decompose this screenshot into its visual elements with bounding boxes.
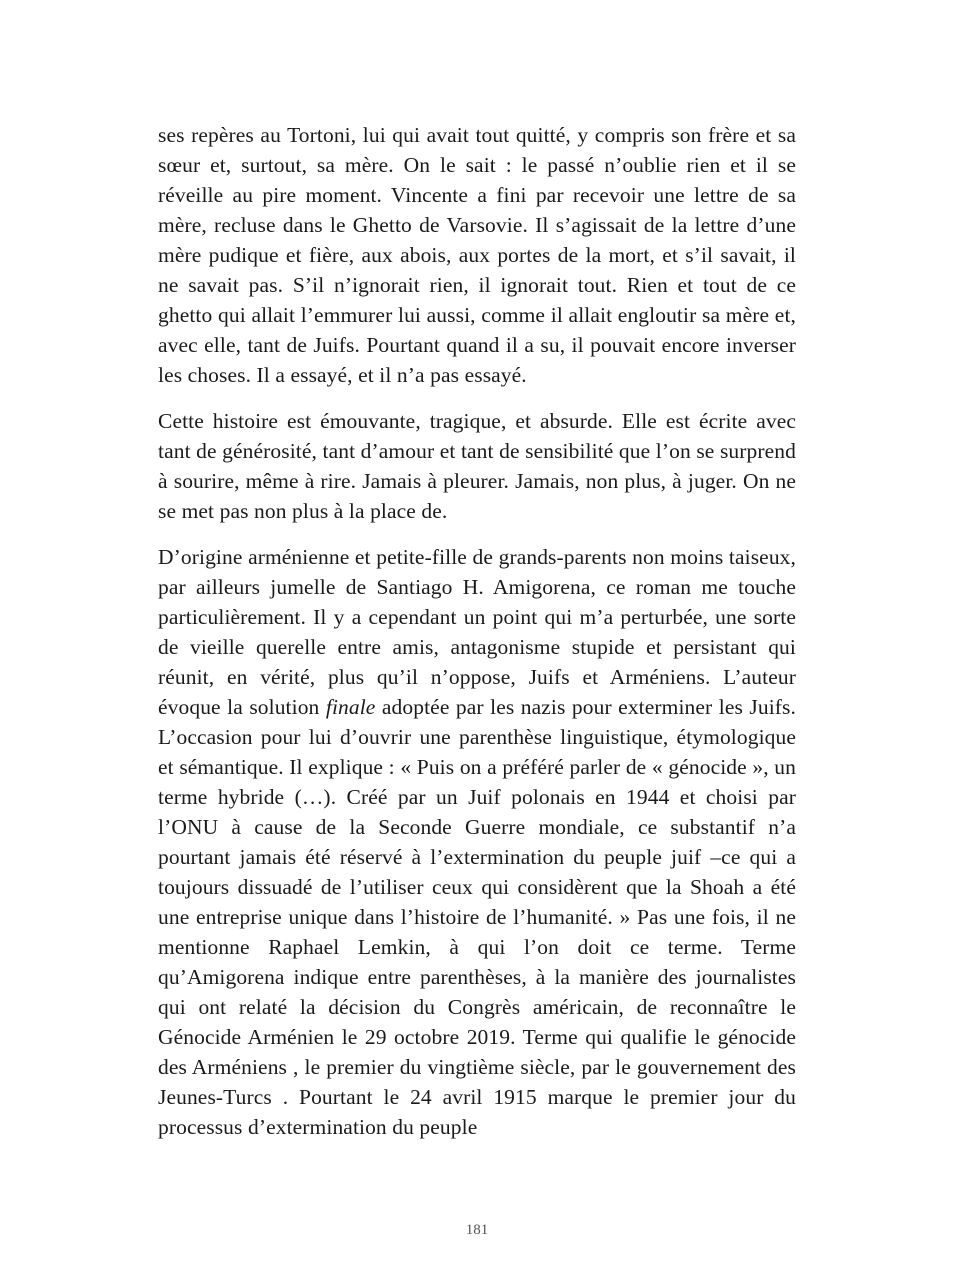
paragraph-1 — [158, 120, 796, 390]
paragraph-1-text: ses repères au Tortoni, lui qui avait tout quitté, y compris son frère et sa sœur et, surtout, sa mère. On le sait : le passé n’oublie rien et il se réveille au pire moment. Vincente a fini par recevoir une lettre de sa mère, recluse dans le Ghetto de Varsovie. Il s’agissait de la lettre d’une mère pudique et fière, aux abois, aux portes de la mort, et s’il savait, il ne savait pas. S’il n’ignorait rien, il ignorait tout. Rien et tout de ce ghetto qui allait l’emmurer lui aussi, comme il allait engloutir sa mère et, avec elle, tant de Juifs. Pourtant quand il a su, il pouvait encore inverser les choses. Il a essayé, et il n’a pas essayé. — [158, 123, 796, 387]
paragraph-3-text-end: adoptée par les nazis pour exterminer les Juifs. L’occasion pour lui d’ouvrir une parenthèse linguistique, étymologique et sémantique. Il explique : « Puis on a préféré parler de « génocide », un terme hybride (…). Créé par un Juif polonais en 1944 et choisi par l’ONU à cause de la Seconde Guerre mondiale, ce substantif n’a pourtant jamais été réservé à l’extermination du peuple juif –ce qui a toujours dissuadé de l’utiliser ceux qui considèrent que la Shoah a été une entreprise unique dans l’histoire de l’humanité. » Pas une fois, il ne mentionne Raphael Lemkin, à qui l’on doit ce terme. Terme qu’Amigorena indique entre parenthèses, à la manière des journalistes qui ont relaté la décision du Congrès américain, de reconnaître le Génocide Arménien le 29 octobre 2019. Terme qui qualifie le génocide des Arméniens , le premier du vingtième siècle, par le gouvernement des Jeunes-Turcs . Pourtant le 24 avril 1915 marque le premier jour du processus d’extermination du peuple — [158, 695, 796, 1139]
paragraph-2-text: Cette histoire est émouvante, tragique, et absurde. Elle est écrite avec tant de générosité, tant d’amour et tant de sensibilité que l’on se surprend à sourire, même à rire. Jamais à pleurer. Jamais, non plus, à juger. On ne se met pas non plus à la place de. — [158, 409, 796, 523]
paragraph-3-italic-word: finale — [325, 695, 376, 719]
paragraph-3-text-start: D’origine arménienne et petite-fille de grands-parents non moins taiseux, par ailleurs jumelle de Santiago H. Amigorena, ce roman me touche particulièrement. Il y a cependant un point qui m’a perturbée, une sorte de vieille querelle entre amis, antagonisme stupide et persistant qui réunit, en vérité, plus qu’il n’oppose, Juifs et Arméniens. L’auteur évoque la solution — [158, 545, 796, 719]
paragraph-3 — [158, 542, 796, 1142]
paragraph-2 — [158, 406, 796, 526]
document-body — [158, 120, 796, 1142]
page-number: 181 — [465, 1222, 489, 1238]
